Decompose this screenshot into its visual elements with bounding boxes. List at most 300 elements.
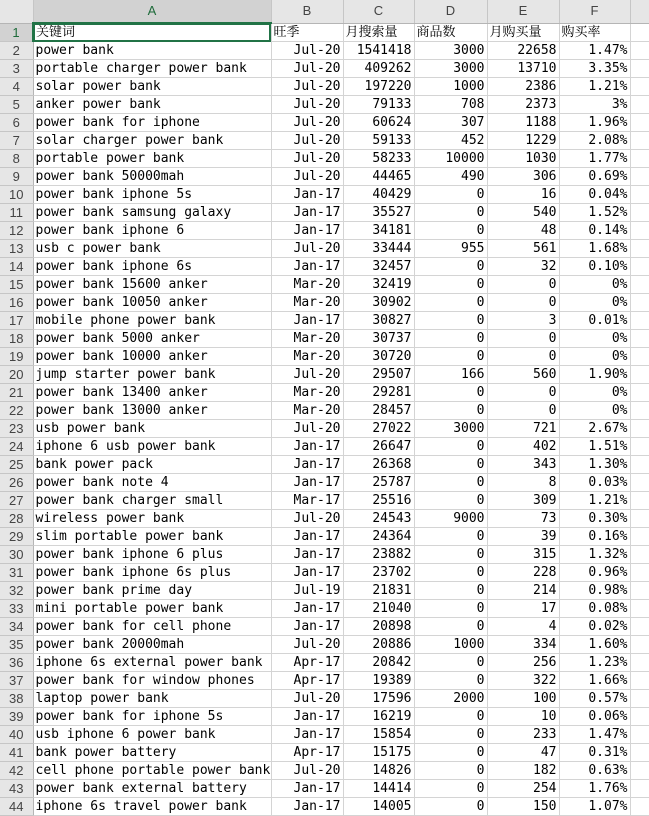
peak-season-cell[interactable]: Jul-20 (271, 366, 343, 384)
peak-season-cell[interactable]: Mar-20 (271, 330, 343, 348)
empty-cell[interactable] (630, 312, 649, 330)
monthly-purchases-cell[interactable]: 48 (487, 222, 559, 240)
monthly-searches-cell[interactable]: 16219 (343, 708, 414, 726)
row-number[interactable]: 10 (0, 186, 33, 204)
peak-season-cell[interactable]: Jul-20 (271, 60, 343, 78)
peak-season-cell[interactable]: Jul-20 (271, 420, 343, 438)
monthly-purchases-cell[interactable]: 2386 (487, 78, 559, 96)
row-number[interactable]: 33 (0, 600, 33, 618)
peak-season-cell[interactable]: Jan-17 (271, 258, 343, 276)
empty-cell[interactable] (630, 78, 649, 96)
peak-season-cell[interactable]: Jul-20 (271, 636, 343, 654)
peak-season-cell[interactable]: Jan-17 (271, 618, 343, 636)
monthly-searches-cell[interactable]: 30737 (343, 330, 414, 348)
purchase-rate-cell[interactable]: 1.32% (559, 546, 630, 564)
header-cell-purchase-rate[interactable]: 购买率 (559, 23, 630, 42)
keyword-cell[interactable]: power bank 13400 anker (33, 384, 271, 402)
purchase-rate-cell[interactable]: 3.35% (559, 60, 630, 78)
keyword-cell[interactable]: power bank iphone 6s plus (33, 564, 271, 582)
row-number[interactable]: 2 (0, 42, 33, 60)
monthly-purchases-cell[interactable]: 343 (487, 456, 559, 474)
monthly-searches-cell[interactable]: 24543 (343, 510, 414, 528)
peak-season-cell[interactable]: Jan-17 (271, 798, 343, 816)
product-count-cell[interactable]: 0 (414, 798, 487, 816)
purchase-rate-cell[interactable]: 1.21% (559, 78, 630, 96)
product-count-cell[interactable]: 0 (414, 672, 487, 690)
peak-season-cell[interactable]: Jul-20 (271, 690, 343, 708)
empty-cell[interactable] (630, 582, 649, 600)
row-number[interactable]: 14 (0, 258, 33, 276)
empty-cell[interactable] (630, 456, 649, 474)
empty-cell[interactable] (630, 168, 649, 186)
row-number[interactable]: 17 (0, 312, 33, 330)
peak-season-cell[interactable]: Jul-20 (271, 168, 343, 186)
empty-cell[interactable] (630, 798, 649, 816)
empty-cell[interactable] (630, 276, 649, 294)
monthly-searches-cell[interactable]: 14826 (343, 762, 414, 780)
keyword-cell[interactable]: power bank iphone 6 plus (33, 546, 271, 564)
keyword-cell[interactable]: power bank prime day (33, 582, 271, 600)
monthly-purchases-cell[interactable]: 228 (487, 564, 559, 582)
product-count-cell[interactable]: 0 (414, 330, 487, 348)
monthly-purchases-cell[interactable]: 0 (487, 330, 559, 348)
column-header-e[interactable]: E (487, 0, 559, 23)
purchase-rate-cell[interactable]: 0.98% (559, 582, 630, 600)
keyword-cell[interactable]: iphone 6 usb power bank (33, 438, 271, 456)
empty-cell[interactable] (630, 546, 649, 564)
monthly-searches-cell[interactable]: 23702 (343, 564, 414, 582)
monthly-purchases-cell[interactable]: 150 (487, 798, 559, 816)
product-count-cell[interactable]: 0 (414, 654, 487, 672)
monthly-searches-cell[interactable]: 197220 (343, 78, 414, 96)
empty-cell[interactable] (630, 114, 649, 132)
product-count-cell[interactable]: 3000 (414, 42, 487, 60)
monthly-searches-cell[interactable]: 25516 (343, 492, 414, 510)
row-number[interactable]: 23 (0, 420, 33, 438)
row-number[interactable]: 30 (0, 546, 33, 564)
column-header-c[interactable]: C (343, 0, 414, 23)
empty-cell[interactable] (630, 132, 649, 150)
keyword-cell[interactable]: power bank note 4 (33, 474, 271, 492)
monthly-purchases-cell[interactable]: 17 (487, 600, 559, 618)
peak-season-cell[interactable]: Jan-17 (271, 438, 343, 456)
row-number[interactable]: 37 (0, 672, 33, 690)
monthly-purchases-cell[interactable]: 182 (487, 762, 559, 780)
peak-season-cell[interactable]: Mar-20 (271, 384, 343, 402)
empty-cell[interactable] (630, 60, 649, 78)
monthly-purchases-cell[interactable]: 3 (487, 312, 559, 330)
keyword-cell[interactable]: portable power bank (33, 150, 271, 168)
column-header-f[interactable]: F (559, 0, 630, 23)
monthly-purchases-cell[interactable]: 100 (487, 690, 559, 708)
purchase-rate-cell[interactable]: 0.31% (559, 744, 630, 762)
monthly-searches-cell[interactable]: 34181 (343, 222, 414, 240)
product-count-cell[interactable]: 166 (414, 366, 487, 384)
row-number[interactable]: 26 (0, 474, 33, 492)
keyword-cell[interactable]: power bank external battery (33, 780, 271, 798)
peak-season-cell[interactable]: Apr-17 (271, 654, 343, 672)
product-count-cell[interactable]: 0 (414, 492, 487, 510)
monthly-searches-cell[interactable]: 1541418 (343, 42, 414, 60)
product-count-cell[interactable]: 307 (414, 114, 487, 132)
row-number[interactable]: 3 (0, 60, 33, 78)
empty-cell[interactable] (630, 618, 649, 636)
product-count-cell[interactable]: 0 (414, 456, 487, 474)
row-number[interactable]: 9 (0, 168, 33, 186)
keyword-cell[interactable]: power bank 10000 anker (33, 348, 271, 366)
peak-season-cell[interactable]: Jan-17 (271, 528, 343, 546)
product-count-cell[interactable]: 0 (414, 276, 487, 294)
purchase-rate-cell[interactable]: 1.96% (559, 114, 630, 132)
row-number[interactable]: 31 (0, 564, 33, 582)
monthly-searches-cell[interactable]: 32419 (343, 276, 414, 294)
keyword-cell[interactable]: mobile phone power bank (33, 312, 271, 330)
monthly-purchases-cell[interactable]: 22658 (487, 42, 559, 60)
row-number[interactable]: 6 (0, 114, 33, 132)
peak-season-cell[interactable]: Jan-17 (271, 708, 343, 726)
keyword-cell[interactable]: usb power bank (33, 420, 271, 438)
monthly-purchases-cell[interactable]: 16 (487, 186, 559, 204)
product-count-cell[interactable]: 0 (414, 204, 487, 222)
purchase-rate-cell[interactable]: 0.03% (559, 474, 630, 492)
product-count-cell[interactable]: 708 (414, 96, 487, 114)
monthly-searches-cell[interactable]: 30902 (343, 294, 414, 312)
purchase-rate-cell[interactable]: 1.51% (559, 438, 630, 456)
purchase-rate-cell[interactable]: 0% (559, 276, 630, 294)
monthly-purchases-cell[interactable]: 8 (487, 474, 559, 492)
peak-season-cell[interactable]: Jan-17 (271, 204, 343, 222)
product-count-cell[interactable]: 0 (414, 294, 487, 312)
peak-season-cell[interactable]: Jan-17 (271, 474, 343, 492)
peak-season-cell[interactable]: Apr-17 (271, 672, 343, 690)
product-count-cell[interactable]: 0 (414, 600, 487, 618)
monthly-purchases-cell[interactable]: 256 (487, 654, 559, 672)
monthly-searches-cell[interactable]: 58233 (343, 150, 414, 168)
monthly-searches-cell[interactable]: 19389 (343, 672, 414, 690)
peak-season-cell[interactable]: Mar-20 (271, 402, 343, 420)
row-number[interactable]: 32 (0, 582, 33, 600)
row-number[interactable]: 27 (0, 492, 33, 510)
product-count-cell[interactable]: 452 (414, 132, 487, 150)
monthly-purchases-cell[interactable]: 233 (487, 726, 559, 744)
empty-cell[interactable] (630, 240, 649, 258)
monthly-searches-cell[interactable]: 17596 (343, 690, 414, 708)
product-count-cell[interactable]: 0 (414, 564, 487, 582)
peak-season-cell[interactable]: Jul-20 (271, 510, 343, 528)
empty-cell[interactable] (630, 222, 649, 240)
monthly-purchases-cell[interactable]: 39 (487, 528, 559, 546)
monthly-purchases-cell[interactable]: 402 (487, 438, 559, 456)
empty-cell[interactable] (630, 672, 649, 690)
peak-season-cell[interactable]: Mar-17 (271, 492, 343, 510)
product-count-cell[interactable]: 0 (414, 726, 487, 744)
monthly-searches-cell[interactable]: 20886 (343, 636, 414, 654)
empty-cell[interactable] (630, 42, 649, 60)
monthly-purchases-cell[interactable]: 560 (487, 366, 559, 384)
purchase-rate-cell[interactable]: 0.57% (559, 690, 630, 708)
product-count-cell[interactable]: 0 (414, 258, 487, 276)
row-number[interactable]: 5 (0, 96, 33, 114)
monthly-searches-cell[interactable]: 21040 (343, 600, 414, 618)
monthly-purchases-cell[interactable]: 10 (487, 708, 559, 726)
empty-cell[interactable] (630, 330, 649, 348)
empty-cell[interactable] (630, 510, 649, 528)
keyword-cell[interactable]: solar power bank (33, 78, 271, 96)
purchase-rate-cell[interactable]: 1.66% (559, 672, 630, 690)
monthly-purchases-cell[interactable]: 0 (487, 348, 559, 366)
purchase-rate-cell[interactable]: 1.30% (559, 456, 630, 474)
row-number[interactable]: 1 (0, 23, 33, 42)
peak-season-cell[interactable]: Jan-17 (271, 564, 343, 582)
monthly-searches-cell[interactable]: 21831 (343, 582, 414, 600)
purchase-rate-cell[interactable]: 0% (559, 384, 630, 402)
purchase-rate-cell[interactable]: 0.30% (559, 510, 630, 528)
empty-cell[interactable] (630, 690, 649, 708)
header-cell-peak-season[interactable]: 旺季 (271, 23, 343, 42)
monthly-purchases-cell[interactable]: 309 (487, 492, 559, 510)
monthly-searches-cell[interactable]: 28457 (343, 402, 414, 420)
empty-cell[interactable] (630, 636, 649, 654)
keyword-cell[interactable]: bank power battery (33, 744, 271, 762)
purchase-rate-cell[interactable]: 0.16% (559, 528, 630, 546)
purchase-rate-cell[interactable]: 1.76% (559, 780, 630, 798)
peak-season-cell[interactable]: Jul-20 (271, 78, 343, 96)
purchase-rate-cell[interactable]: 0% (559, 294, 630, 312)
product-count-cell[interactable]: 0 (414, 582, 487, 600)
peak-season-cell[interactable]: Jul-20 (271, 132, 343, 150)
monthly-searches-cell[interactable]: 29507 (343, 366, 414, 384)
purchase-rate-cell[interactable]: 0.69% (559, 168, 630, 186)
purchase-rate-cell[interactable]: 0.06% (559, 708, 630, 726)
keyword-cell[interactable]: power bank 50000mah (33, 168, 271, 186)
peak-season-cell[interactable]: Mar-20 (271, 276, 343, 294)
row-number[interactable]: 38 (0, 690, 33, 708)
product-count-cell[interactable]: 0 (414, 744, 487, 762)
purchase-rate-cell[interactable]: 1.77% (559, 150, 630, 168)
product-count-cell[interactable]: 10000 (414, 150, 487, 168)
purchase-rate-cell[interactable]: 0.96% (559, 564, 630, 582)
keyword-cell[interactable]: power bank 20000mah (33, 636, 271, 654)
row-number[interactable]: 28 (0, 510, 33, 528)
empty-cell[interactable] (630, 600, 649, 618)
empty-cell[interactable] (630, 96, 649, 114)
peak-season-cell[interactable]: Jan-17 (271, 312, 343, 330)
peak-season-cell[interactable]: Jul-19 (271, 582, 343, 600)
monthly-purchases-cell[interactable]: 214 (487, 582, 559, 600)
monthly-searches-cell[interactable]: 15175 (343, 744, 414, 762)
purchase-rate-cell[interactable]: 0.10% (559, 258, 630, 276)
row-number[interactable]: 20 (0, 366, 33, 384)
keyword-cell[interactable]: power bank 15600 anker (33, 276, 271, 294)
purchase-rate-cell[interactable]: 0.02% (559, 618, 630, 636)
monthly-purchases-cell[interactable]: 2373 (487, 96, 559, 114)
row-number[interactable]: 8 (0, 150, 33, 168)
keyword-cell[interactable]: iphone 6s travel power bank (33, 798, 271, 816)
keyword-cell[interactable]: cell phone portable power bank (33, 762, 271, 780)
row-number[interactable]: 16 (0, 294, 33, 312)
monthly-purchases-cell[interactable]: 334 (487, 636, 559, 654)
peak-season-cell[interactable]: Apr-17 (271, 744, 343, 762)
monthly-purchases-cell[interactable]: 0 (487, 276, 559, 294)
empty-cell[interactable] (630, 402, 649, 420)
empty-cell[interactable] (630, 366, 649, 384)
monthly-purchases-cell[interactable]: 721 (487, 420, 559, 438)
product-count-cell[interactable]: 0 (414, 474, 487, 492)
monthly-searches-cell[interactable]: 32457 (343, 258, 414, 276)
monthly-searches-cell[interactable]: 14005 (343, 798, 414, 816)
empty-cell[interactable] (630, 564, 649, 582)
empty-cell[interactable] (630, 654, 649, 672)
purchase-rate-cell[interactable]: 1.21% (559, 492, 630, 510)
product-count-cell[interactable]: 0 (414, 780, 487, 798)
purchase-rate-cell[interactable]: 2.67% (559, 420, 630, 438)
monthly-searches-cell[interactable]: 59133 (343, 132, 414, 150)
keyword-cell[interactable]: power bank 10050 anker (33, 294, 271, 312)
peak-season-cell[interactable]: Jan-17 (271, 726, 343, 744)
row-number[interactable]: 35 (0, 636, 33, 654)
purchase-rate-cell[interactable]: 1.52% (559, 204, 630, 222)
product-count-cell[interactable]: 9000 (414, 510, 487, 528)
monthly-searches-cell[interactable]: 26647 (343, 438, 414, 456)
empty-cell[interactable] (630, 744, 649, 762)
empty-cell[interactable] (630, 258, 649, 276)
monthly-purchases-cell[interactable]: 1030 (487, 150, 559, 168)
purchase-rate-cell[interactable]: 0.14% (559, 222, 630, 240)
purchase-rate-cell[interactable]: 3% (559, 96, 630, 114)
row-number[interactable]: 36 (0, 654, 33, 672)
peak-season-cell[interactable]: Jul-20 (271, 150, 343, 168)
row-number[interactable]: 18 (0, 330, 33, 348)
row-number[interactable]: 41 (0, 744, 33, 762)
product-count-cell[interactable]: 2000 (414, 690, 487, 708)
monthly-searches-cell[interactable]: 29281 (343, 384, 414, 402)
product-count-cell[interactable]: 0 (414, 402, 487, 420)
monthly-searches-cell[interactable]: 20898 (343, 618, 414, 636)
row-number[interactable]: 40 (0, 726, 33, 744)
empty-cell[interactable] (630, 186, 649, 204)
monthly-searches-cell[interactable]: 24364 (343, 528, 414, 546)
keyword-cell[interactable]: usb c power bank (33, 240, 271, 258)
header-cell-monthly-purchases[interactable]: 月购买量 (487, 23, 559, 42)
product-count-cell[interactable]: 0 (414, 312, 487, 330)
empty-cell[interactable] (630, 150, 649, 168)
empty-cell[interactable] (630, 762, 649, 780)
purchase-rate-cell[interactable]: 1.60% (559, 636, 630, 654)
peak-season-cell[interactable]: Jul-20 (271, 762, 343, 780)
peak-season-cell[interactable]: Jul-20 (271, 96, 343, 114)
monthly-searches-cell[interactable]: 33444 (343, 240, 414, 258)
column-header-g[interactable] (630, 0, 649, 23)
monthly-searches-cell[interactable]: 27022 (343, 420, 414, 438)
keyword-cell[interactable]: power bank for window phones (33, 672, 271, 690)
header-cell-monthly-searches[interactable]: 月搜索量 (343, 23, 414, 42)
monthly-purchases-cell[interactable]: 47 (487, 744, 559, 762)
monthly-searches-cell[interactable]: 25787 (343, 474, 414, 492)
monthly-purchases-cell[interactable]: 32 (487, 258, 559, 276)
peak-season-cell[interactable]: Mar-20 (271, 348, 343, 366)
keyword-cell[interactable]: power bank for iphone (33, 114, 271, 132)
monthly-searches-cell[interactable]: 23882 (343, 546, 414, 564)
product-count-cell[interactable]: 0 (414, 546, 487, 564)
purchase-rate-cell[interactable]: 1.47% (559, 42, 630, 60)
empty-cell[interactable] (630, 438, 649, 456)
peak-season-cell[interactable]: Jan-17 (271, 222, 343, 240)
monthly-searches-cell[interactable]: 14414 (343, 780, 414, 798)
row-number[interactable]: 24 (0, 438, 33, 456)
header-cell-product-count[interactable]: 商品数 (414, 23, 487, 42)
empty-cell[interactable] (630, 348, 649, 366)
purchase-rate-cell[interactable]: 0% (559, 402, 630, 420)
empty-cell[interactable] (630, 528, 649, 546)
keyword-cell[interactable]: usb iphone 6 power bank (33, 726, 271, 744)
purchase-rate-cell[interactable]: 1.68% (559, 240, 630, 258)
product-count-cell[interactable]: 3000 (414, 420, 487, 438)
monthly-purchases-cell[interactable]: 322 (487, 672, 559, 690)
monthly-searches-cell[interactable]: 26368 (343, 456, 414, 474)
product-count-cell[interactable]: 490 (414, 168, 487, 186)
empty-cell[interactable] (630, 492, 649, 510)
empty-cell[interactable] (630, 420, 649, 438)
product-count-cell[interactable]: 0 (414, 186, 487, 204)
keyword-cell[interactable]: mini portable power bank (33, 600, 271, 618)
product-count-cell[interactable]: 0 (414, 618, 487, 636)
monthly-searches-cell[interactable]: 35527 (343, 204, 414, 222)
monthly-purchases-cell[interactable]: 1188 (487, 114, 559, 132)
monthly-searches-cell[interactable]: 60624 (343, 114, 414, 132)
keyword-cell[interactable]: portable charger power bank (33, 60, 271, 78)
row-number[interactable]: 44 (0, 798, 33, 816)
peak-season-cell[interactable]: Jan-17 (271, 600, 343, 618)
empty-cell[interactable] (630, 726, 649, 744)
row-number[interactable]: 4 (0, 78, 33, 96)
keyword-cell[interactable]: power bank iphone 5s (33, 186, 271, 204)
row-number[interactable]: 12 (0, 222, 33, 240)
purchase-rate-cell[interactable]: 2.08% (559, 132, 630, 150)
empty-cell[interactable] (630, 204, 649, 222)
purchase-rate-cell[interactable]: 0.08% (559, 600, 630, 618)
monthly-purchases-cell[interactable]: 0 (487, 384, 559, 402)
peak-season-cell[interactable]: Jan-17 (271, 780, 343, 798)
product-count-cell[interactable]: 1000 (414, 78, 487, 96)
keyword-cell[interactable]: wireless power bank (33, 510, 271, 528)
monthly-purchases-cell[interactable]: 13710 (487, 60, 559, 78)
product-count-cell[interactable]: 3000 (414, 60, 487, 78)
row-number[interactable]: 42 (0, 762, 33, 780)
empty-cell[interactable] (630, 294, 649, 312)
purchase-rate-cell[interactable]: 0.63% (559, 762, 630, 780)
keyword-cell[interactable]: anker power bank (33, 96, 271, 114)
keyword-cell[interactable]: bank power pack (33, 456, 271, 474)
keyword-cell[interactable]: power bank charger small (33, 492, 271, 510)
monthly-purchases-cell[interactable]: 4 (487, 618, 559, 636)
peak-season-cell[interactable]: Jul-20 (271, 42, 343, 60)
monthly-purchases-cell[interactable]: 73 (487, 510, 559, 528)
peak-season-cell[interactable]: Jul-20 (271, 114, 343, 132)
keyword-cell[interactable]: power bank for iphone 5s (33, 708, 271, 726)
purchase-rate-cell[interactable]: 0% (559, 330, 630, 348)
monthly-searches-cell[interactable]: 79133 (343, 96, 414, 114)
monthly-purchases-cell[interactable]: 315 (487, 546, 559, 564)
purchase-rate-cell[interactable]: 1.07% (559, 798, 630, 816)
row-number[interactable]: 13 (0, 240, 33, 258)
purchase-rate-cell[interactable]: 1.23% (559, 654, 630, 672)
keyword-cell[interactable]: solar charger power bank (33, 132, 271, 150)
product-count-cell[interactable]: 0 (414, 528, 487, 546)
peak-season-cell[interactable]: Jan-17 (271, 546, 343, 564)
monthly-purchases-cell[interactable]: 0 (487, 294, 559, 312)
keyword-cell[interactable]: power bank for cell phone (33, 618, 271, 636)
keyword-cell[interactable]: power bank 13000 anker (33, 402, 271, 420)
